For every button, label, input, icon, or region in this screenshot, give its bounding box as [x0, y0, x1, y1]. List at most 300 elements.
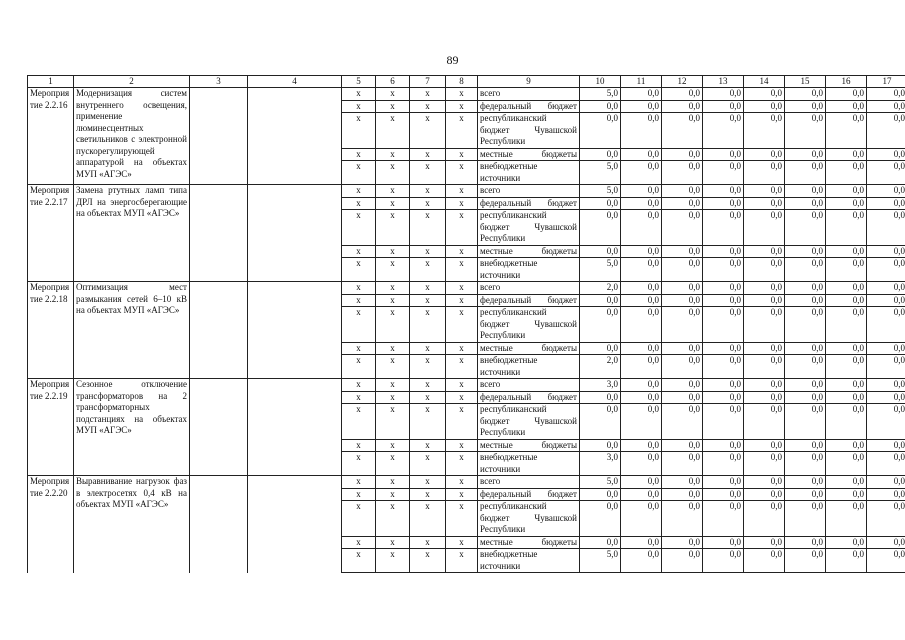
value-cell: 0,0: [621, 294, 662, 307]
code-mark: х: [342, 113, 376, 149]
value-cell: 0,0: [867, 476, 905, 489]
funding-source: внебюджетные источники: [478, 549, 580, 573]
code-mark: х: [342, 355, 376, 379]
header-cell: 10: [580, 76, 621, 88]
code-mark: х: [376, 148, 410, 161]
code-mark: х: [446, 536, 478, 549]
activity-description: Модернизация систем внутреннего освещения, применение люминесцентных светильников с электронной пускорегулирующей аппаратурой на объектах МУП «АГЭС»: [74, 88, 190, 185]
code-mark: х: [410, 536, 446, 549]
code-mark: х: [376, 452, 410, 476]
value-cell: 0,0: [867, 549, 905, 573]
value-cell: 0,0: [785, 113, 826, 149]
value-cell: 0,0: [703, 113, 744, 149]
code-mark: х: [376, 113, 410, 149]
value-cell: 0,0: [744, 282, 785, 295]
value-cell: 0,0: [703, 294, 744, 307]
value-cell: 0,0: [785, 342, 826, 355]
code-mark: х: [342, 391, 376, 404]
value-cell: 0,0: [662, 113, 703, 149]
code-mark: х: [376, 404, 410, 440]
col4-cell: [248, 282, 342, 379]
value-cell: 0,0: [703, 307, 744, 343]
header-row: [28, 76, 905, 88]
code-mark: х: [376, 282, 410, 295]
value-cell: 0,0: [703, 100, 744, 113]
value-cell: 0,0: [744, 549, 785, 573]
value-cell: 0,0: [744, 536, 785, 549]
value-cell: 0,0: [703, 536, 744, 549]
value-cell: 0,0: [662, 197, 703, 210]
value-cell: 0,0: [703, 549, 744, 573]
value-cell: 0,0: [621, 245, 662, 258]
value-cell: 0,0: [703, 355, 744, 379]
value-cell: 3,0: [580, 379, 621, 392]
value-cell: 0,0: [826, 536, 867, 549]
value-cell: 0,0: [580, 404, 621, 440]
code-mark: х: [342, 197, 376, 210]
value-cell: 0,0: [703, 148, 744, 161]
funding-source: местные бюджеты: [478, 148, 580, 161]
code-mark: х: [410, 379, 446, 392]
funding-source: внебюджетные источники: [478, 258, 580, 282]
code-mark: х: [446, 197, 478, 210]
table-row: [28, 476, 905, 489]
value-cell: 0,0: [703, 210, 744, 246]
value-cell: 0,0: [662, 100, 703, 113]
funding-source: республиканский бюджет Чувашской Республики: [478, 113, 580, 149]
code-mark: х: [342, 185, 376, 198]
value-cell: 0,0: [867, 100, 905, 113]
value-cell: 0,0: [703, 501, 744, 537]
value-cell: 0,0: [703, 439, 744, 452]
funding-source: федеральный бюджет: [478, 100, 580, 113]
code-mark: х: [376, 391, 410, 404]
code-mark: х: [376, 476, 410, 489]
code-mark: х: [410, 113, 446, 149]
value-cell: 0,0: [826, 113, 867, 149]
value-cell: 0,0: [744, 113, 785, 149]
value-cell: 0,0: [826, 294, 867, 307]
value-cell: 0,0: [867, 148, 905, 161]
value-cell: 0,0: [744, 100, 785, 113]
code-mark: х: [342, 536, 376, 549]
activity-description: Замена ртутных ламп типа ДРЛ на энергосберегающие на объектах МУП «АГЭС»: [74, 185, 190, 282]
funding-source: местные бюджеты: [478, 536, 580, 549]
code-mark: х: [376, 307, 410, 343]
value-cell: 0,0: [621, 379, 662, 392]
funding-source: республиканский бюджет Чувашской Республики: [478, 501, 580, 537]
funding-source: республиканский бюджет Чувашской Республики: [478, 404, 580, 440]
value-cell: 0,0: [580, 488, 621, 501]
code-mark: х: [446, 100, 478, 113]
header-cell: 11: [621, 76, 662, 88]
code-mark: х: [376, 342, 410, 355]
value-cell: 0,0: [744, 379, 785, 392]
value-cell: 5,0: [580, 185, 621, 198]
value-cell: 3,0: [580, 452, 621, 476]
value-cell: 0,0: [621, 391, 662, 404]
code-mark: х: [376, 488, 410, 501]
value-cell: 0,0: [662, 148, 703, 161]
activity-description: Выравнивание нагрузок фаз в электросетях 0,4 кВ на объектах МУП «АГЭС»: [74, 476, 190, 573]
funding-source: всего: [478, 185, 580, 198]
value-cell: 0,0: [621, 282, 662, 295]
code-mark: х: [342, 488, 376, 501]
value-cell: 2,0: [580, 355, 621, 379]
value-cell: 0,0: [826, 439, 867, 452]
table-row: [28, 88, 905, 101]
value-cell: 0,0: [867, 258, 905, 282]
value-cell: 0,0: [703, 404, 744, 440]
value-cell: 0,0: [580, 501, 621, 537]
value-cell: 0,0: [826, 210, 867, 246]
code-mark: х: [376, 161, 410, 185]
value-cell: 0,0: [826, 258, 867, 282]
funding-source: федеральный бюджет: [478, 197, 580, 210]
activity-id: Мероприятие 2.2.16: [28, 88, 74, 185]
funding-source: всего: [478, 282, 580, 295]
code-mark: х: [446, 88, 478, 101]
code-mark: х: [376, 501, 410, 537]
value-cell: 0,0: [621, 148, 662, 161]
code-mark: х: [342, 210, 376, 246]
code-mark: х: [446, 258, 478, 282]
col3-cell: [190, 88, 248, 185]
activity-id: Мероприятие 2.2.20: [28, 476, 74, 573]
code-mark: х: [446, 113, 478, 149]
code-mark: х: [446, 185, 478, 198]
value-cell: 0,0: [744, 245, 785, 258]
funding-source: федеральный бюджет: [478, 391, 580, 404]
funding-source: всего: [478, 476, 580, 489]
code-mark: х: [446, 342, 478, 355]
code-mark: х: [410, 88, 446, 101]
value-cell: 0,0: [744, 197, 785, 210]
value-cell: 0,0: [785, 355, 826, 379]
value-cell: 0,0: [826, 549, 867, 573]
value-cell: 0,0: [621, 536, 662, 549]
header-cell: 14: [744, 76, 785, 88]
code-mark: х: [446, 379, 478, 392]
value-cell: 0,0: [785, 404, 826, 440]
code-mark: х: [342, 476, 376, 489]
value-cell: 0,0: [662, 245, 703, 258]
value-cell: 0,0: [826, 245, 867, 258]
value-cell: 0,0: [744, 452, 785, 476]
value-cell: 0,0: [826, 355, 867, 379]
header-cell: 2: [74, 76, 190, 88]
value-cell: 0,0: [580, 307, 621, 343]
value-cell: 0,0: [867, 391, 905, 404]
value-cell: 0,0: [785, 294, 826, 307]
value-cell: 0,0: [826, 342, 867, 355]
code-mark: х: [376, 100, 410, 113]
value-cell: 0,0: [662, 391, 703, 404]
header-cell: 12: [662, 76, 703, 88]
value-cell: 0,0: [826, 501, 867, 537]
header-cell: 3: [190, 76, 248, 88]
value-cell: 0,0: [867, 488, 905, 501]
value-cell: 0,0: [826, 452, 867, 476]
code-mark: х: [376, 439, 410, 452]
value-cell: 0,0: [662, 88, 703, 101]
value-cell: 0,0: [826, 148, 867, 161]
funding-source: местные бюджеты: [478, 342, 580, 355]
code-mark: х: [410, 148, 446, 161]
value-cell: 0,0: [867, 185, 905, 198]
code-mark: х: [446, 307, 478, 343]
code-mark: х: [342, 258, 376, 282]
code-mark: х: [446, 404, 478, 440]
value-cell: 0,0: [621, 452, 662, 476]
value-cell: 0,0: [867, 342, 905, 355]
value-cell: 0,0: [703, 476, 744, 489]
code-mark: х: [342, 100, 376, 113]
value-cell: 0,0: [826, 197, 867, 210]
funding-source: республиканский бюджет Чувашской Республики: [478, 307, 580, 343]
value-cell: 0,0: [744, 185, 785, 198]
code-mark: х: [410, 245, 446, 258]
value-cell: 0,0: [826, 307, 867, 343]
code-mark: х: [446, 452, 478, 476]
funding-source: внебюджетные источники: [478, 161, 580, 185]
value-cell: 0,0: [662, 501, 703, 537]
value-cell: 0,0: [621, 549, 662, 573]
code-mark: х: [410, 185, 446, 198]
value-cell: 0,0: [662, 185, 703, 198]
value-cell: 0,0: [744, 342, 785, 355]
value-cell: 5,0: [580, 161, 621, 185]
value-cell: 0,0: [867, 294, 905, 307]
value-cell: 0,0: [867, 307, 905, 343]
value-cell: 0,0: [662, 549, 703, 573]
value-cell: 5,0: [580, 549, 621, 573]
value-cell: 0,0: [867, 379, 905, 392]
code-mark: х: [376, 245, 410, 258]
code-mark: х: [342, 379, 376, 392]
value-cell: 0,0: [621, 476, 662, 489]
value-cell: 0,0: [744, 148, 785, 161]
value-cell: 0,0: [621, 307, 662, 343]
value-cell: 0,0: [662, 342, 703, 355]
code-mark: х: [446, 439, 478, 452]
value-cell: 0,0: [703, 488, 744, 501]
code-mark: х: [446, 476, 478, 489]
value-cell: 0,0: [662, 355, 703, 379]
col4-cell: [248, 379, 342, 476]
code-mark: х: [410, 549, 446, 573]
value-cell: 0,0: [703, 258, 744, 282]
value-cell: 0,0: [867, 210, 905, 246]
code-mark: х: [342, 88, 376, 101]
value-cell: 0,0: [744, 161, 785, 185]
code-mark: х: [446, 294, 478, 307]
col3-cell: [190, 185, 248, 282]
value-cell: 0,0: [867, 404, 905, 440]
value-cell: 0,0: [826, 185, 867, 198]
value-cell: 0,0: [867, 161, 905, 185]
activity-id: Мероприятие 2.2.17: [28, 185, 74, 282]
code-mark: х: [342, 307, 376, 343]
code-mark: х: [376, 549, 410, 573]
value-cell: 0,0: [826, 488, 867, 501]
value-cell: 0,0: [867, 439, 905, 452]
code-mark: х: [410, 197, 446, 210]
value-cell: 0,0: [826, 282, 867, 295]
code-mark: х: [410, 404, 446, 440]
value-cell: 0,0: [826, 391, 867, 404]
value-cell: 0,0: [662, 439, 703, 452]
code-mark: х: [410, 501, 446, 537]
code-mark: х: [410, 488, 446, 501]
value-cell: 0,0: [785, 282, 826, 295]
value-cell: 0,0: [785, 245, 826, 258]
value-cell: 0,0: [826, 161, 867, 185]
value-cell: 0,0: [785, 210, 826, 246]
value-cell: 0,0: [580, 342, 621, 355]
value-cell: 0,0: [662, 258, 703, 282]
value-cell: 0,0: [744, 391, 785, 404]
code-mark: х: [342, 501, 376, 537]
funding-source: местные бюджеты: [478, 245, 580, 258]
value-cell: 2,0: [580, 282, 621, 295]
value-cell: 0,0: [662, 210, 703, 246]
value-cell: 0,0: [867, 245, 905, 258]
code-mark: х: [342, 342, 376, 355]
value-cell: 0,0: [744, 404, 785, 440]
code-mark: х: [446, 391, 478, 404]
header-cell: 7: [410, 76, 446, 88]
value-cell: 0,0: [744, 488, 785, 501]
col4-cell: [248, 185, 342, 282]
code-mark: х: [342, 439, 376, 452]
value-cell: 5,0: [580, 476, 621, 489]
code-mark: х: [410, 452, 446, 476]
value-cell: 0,0: [867, 88, 905, 101]
value-cell: 0,0: [785, 391, 826, 404]
code-mark: х: [376, 294, 410, 307]
value-cell: 5,0: [580, 88, 621, 101]
value-cell: 0,0: [621, 404, 662, 440]
code-mark: х: [446, 355, 478, 379]
value-cell: 0,0: [867, 501, 905, 537]
value-cell: 0,0: [621, 161, 662, 185]
value-cell: 0,0: [785, 307, 826, 343]
value-cell: 0,0: [785, 439, 826, 452]
funding-source: республиканский бюджет Чувашской Республики: [478, 210, 580, 246]
code-mark: х: [376, 258, 410, 282]
value-cell: 0,0: [662, 282, 703, 295]
header-cell: 4: [248, 76, 342, 88]
value-cell: 0,0: [580, 197, 621, 210]
activity-description: Оптимизация мест размыкания сетей 6–10 кВ на объектах МУП «АГЭС»: [74, 282, 190, 379]
activity-description: Сезонное отключение трансформаторов на 2 трансформаторных подстанциях на объектах МУП «АГЭС»: [74, 379, 190, 476]
value-cell: 0,0: [785, 88, 826, 101]
value-cell: 0,0: [744, 210, 785, 246]
code-mark: х: [446, 245, 478, 258]
funding-source: всего: [478, 88, 580, 101]
code-mark: х: [410, 294, 446, 307]
code-mark: х: [410, 476, 446, 489]
value-cell: 0,0: [621, 355, 662, 379]
code-mark: х: [410, 210, 446, 246]
code-mark: х: [446, 501, 478, 537]
code-mark: х: [410, 342, 446, 355]
value-cell: 0,0: [703, 245, 744, 258]
value-cell: 0,0: [785, 488, 826, 501]
value-cell: 0,0: [703, 88, 744, 101]
value-cell: 0,0: [621, 197, 662, 210]
header-cell: 5: [342, 76, 376, 88]
value-cell: 0,0: [785, 536, 826, 549]
value-cell: 0,0: [662, 294, 703, 307]
code-mark: х: [342, 404, 376, 440]
value-cell: 0,0: [621, 113, 662, 149]
col4-cell: [248, 476, 342, 573]
value-cell: 0,0: [580, 100, 621, 113]
value-cell: 0,0: [744, 294, 785, 307]
value-cell: 0,0: [867, 197, 905, 210]
code-mark: х: [376, 197, 410, 210]
value-cell: 0,0: [785, 549, 826, 573]
header-cell: 8: [446, 76, 478, 88]
code-mark: х: [342, 452, 376, 476]
funding-source: федеральный бюджет: [478, 488, 580, 501]
value-cell: 0,0: [826, 88, 867, 101]
page-number: 89: [446, 53, 459, 67]
code-mark: х: [342, 245, 376, 258]
code-mark: х: [410, 307, 446, 343]
value-cell: 0,0: [662, 307, 703, 343]
code-mark: х: [446, 210, 478, 246]
value-cell: 0,0: [785, 258, 826, 282]
header-cell: 16: [826, 76, 867, 88]
code-mark: х: [446, 161, 478, 185]
funding-source: внебюджетные источники: [478, 355, 580, 379]
value-cell: 0,0: [703, 391, 744, 404]
code-mark: х: [376, 210, 410, 246]
code-mark: х: [410, 258, 446, 282]
value-cell: 0,0: [785, 476, 826, 489]
header-cell: 15: [785, 76, 826, 88]
value-cell: 0,0: [703, 452, 744, 476]
value-cell: 0,0: [621, 439, 662, 452]
value-cell: 0,0: [580, 113, 621, 149]
code-mark: х: [376, 355, 410, 379]
header-cell: 6: [376, 76, 410, 88]
value-cell: 0,0: [580, 439, 621, 452]
value-cell: 0,0: [867, 452, 905, 476]
value-cell: 0,0: [785, 161, 826, 185]
value-cell: 5,0: [580, 258, 621, 282]
code-mark: х: [410, 161, 446, 185]
value-cell: 0,0: [580, 210, 621, 246]
value-cell: 0,0: [580, 536, 621, 549]
value-cell: 0,0: [621, 210, 662, 246]
code-mark: х: [376, 379, 410, 392]
code-mark: х: [446, 549, 478, 573]
code-mark: х: [446, 488, 478, 501]
value-cell: 0,0: [621, 342, 662, 355]
value-cell: 0,0: [580, 294, 621, 307]
value-cell: 0,0: [785, 501, 826, 537]
code-mark: х: [376, 536, 410, 549]
col3-cell: [190, 476, 248, 573]
value-cell: 0,0: [662, 536, 703, 549]
value-cell: 0,0: [744, 307, 785, 343]
code-mark: х: [376, 185, 410, 198]
value-cell: 0,0: [703, 342, 744, 355]
